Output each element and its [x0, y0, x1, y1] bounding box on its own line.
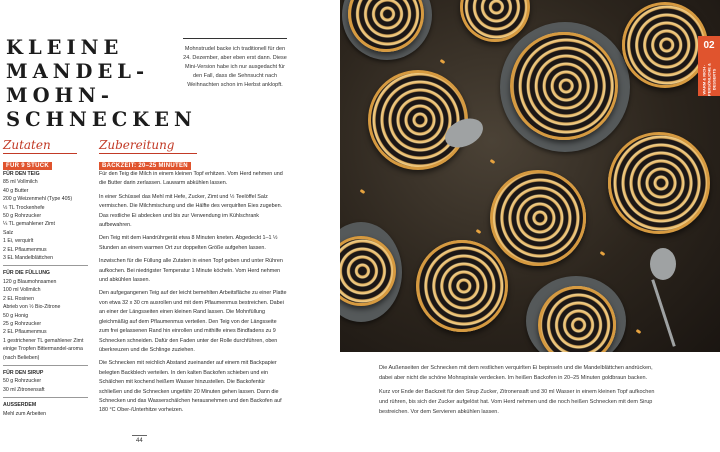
snail-bun — [416, 240, 508, 332]
ingredient-item: 30 ml Zitronensaft — [3, 386, 45, 393]
ingredient-item: 3 EL Mandelblättchen — [3, 255, 53, 262]
recipe-photo — [340, 0, 720, 352]
ingredient-item: Salz — [3, 229, 14, 236]
ingredient-item: 2 EL Rosinen — [3, 295, 34, 302]
preparation-header — [99, 138, 299, 172]
almond-flake — [360, 189, 366, 194]
snail-bun — [490, 170, 586, 266]
step-paragraph: Die Außenseiten der Schnecken mit dem restlichen verquirlten Ei bepinseln und die Mandelblättchen andrücken, dabei aber nicht die schöne Mohnspirale verdecken. Im heißen Backofen in 20–25 Minuten goldbraun backen. — [379, 365, 653, 381]
servings-badge: FÜR 9 STÜCK — [3, 162, 52, 170]
title-line: SCHNECKEN — [6, 108, 197, 131]
step-paragraph: Kurz vor Ende der Backzeit für den Sirup Zucker, Zitronensaft und 30 ml Wasser in einem kleinen Topf aufkochen und rühren, bis sich der Zucker aufgelöst hat. Vom Herd nehmen und die noch heißen Schnecken mit dem Sirup bestreichen. Vor dem Servieren abkühlen lassen. — [379, 389, 655, 415]
almond-flake — [490, 159, 496, 164]
ingredient-item: Abrieb von ½ Bio-Zitrone — [3, 304, 61, 311]
ingredient-item: 40 g Butter — [3, 187, 29, 194]
ingredient-item: 50 g Honig — [3, 312, 29, 319]
almond-flake — [636, 329, 642, 334]
ingredients-header — [3, 138, 77, 172]
snail-bun — [368, 70, 468, 170]
ingredient-item: 2 EL Pflaumenmus — [3, 246, 47, 253]
left-page — [0, 0, 340, 452]
step-paragraph: In einer Schüssel das Mehl mit Hefe, Zucker, Zimt und ½ Teelöffel Salz vermischen. Die Milchmischung und die Hälfte des verquirlten Eies zugeben. Das restliche Ei abdecken und bis zur Verwendung im Kühlschrank aufbewahren. — [99, 193, 283, 229]
ingredient-item: 85 ml Vollmilch — [3, 179, 38, 186]
step-paragraph: Den Teig mit dem Handrührgerät etwa 8 Minuten kneten. Abgedeckt 1–1 ½ Stunden an einem warmen Ort zur doppelten Größe aufgehen lassen. — [99, 235, 278, 251]
step-paragraph: Die Schnecken mit reichlich Abstand zueinander auf einem mit Backpapier belegten Backblech verteilen. In den kalten Backofen schieben und ein Schälchen mit kochend heißem Wasser hinzustellen. Die Backofentür schließen und die Schnecken ungefähr 20 Minuten gehen lassen. Dann die Schnecken und das Wasserschälchen herausnehmen und den Backofen auf 180 °C Ober-/Unterhitze vorheizen. — [99, 360, 282, 414]
chapter-number: 02 — [703, 40, 715, 51]
ingredient-item: ¼ TL gemahlener Zimt — [3, 221, 55, 228]
snail-bun — [622, 2, 708, 88]
ingredients-list — [3, 170, 88, 418]
ingredients-heading: Zutaten — [3, 138, 77, 154]
divider — [3, 397, 88, 398]
step-paragraph: Den aufgegangenen Teig auf der leicht bemehlten Arbeitsfläche zu einer Platte von etwa 32 x 30 cm ausrollen und mit dem Pflaumenmus bestreichen. Dabei an einer der Längsseiten einen kleinen Rand lassen. Die Mohnfüllung gleichmäßig auf dem Pflaumenmus verteilen. Den Teig von der Längsseite zum frei gelassenen Rand hin einrollen und mithilfe eines Bindfadens zu 9 Schnecken schneiden. Dafür den Faden unter der Rolle durchführen, oben überkreuzen und die Schlinge zuziehen. — [99, 290, 287, 353]
ingredient-item: 1 gestrichener TL gemahlener Zimt — [3, 337, 84, 344]
spoon — [650, 248, 676, 280]
ingredient-item: 120 g Blaumohnsamen — [3, 278, 57, 285]
ingredient-item: 100 ml Vollmilch — [3, 287, 41, 294]
ingredient-item: 200 g Weizenmehl (Type 405) — [3, 196, 73, 203]
snail-bun — [460, 0, 530, 42]
ingredient-item: 50 g Rohrzucker — [3, 213, 42, 220]
chapter-tab — [698, 36, 720, 96]
almond-flake — [440, 59, 446, 64]
spoon-handle — [651, 279, 675, 347]
preparation-steps — [99, 170, 287, 420]
step-paragraph: Für den Teig die Milch in einem kleinen Topf erhitzen. Vom Herd nehmen und die Butter darin zerlassen. Lauwarm abkühlen lassen. — [99, 171, 283, 187]
title-line: MOHN- — [6, 84, 114, 107]
ingredient-item: ½ TL Trockenhefe — [3, 204, 45, 211]
ingredient-item: Mehl zum Arbeiten — [3, 410, 46, 417]
ingredient-item: 50 g Rohrzucker — [3, 378, 42, 385]
ingredient-item: 25 g Rohrzucker — [3, 320, 42, 327]
title-line: MANDEL- — [6, 60, 150, 83]
ingredient-group-title: FÜR DIE FÜLLUNG — [3, 270, 50, 277]
intro-text: Mohnstrudel backe ich traditionell für den 24. Dezember, aber eben erst dann. Diese Mini-Version habe ich nur ausgedacht für den Fall, dass die Sehnsucht nach Weihnachten schon im Herbst anklopft. — [183, 38, 287, 90]
snail-bun — [608, 132, 710, 234]
almond-flake — [476, 229, 482, 234]
ingredient-group-title: AUSSERDEM — [3, 402, 37, 409]
chapter-label: WARM & RICH · PERSÖNLICHE & DESSERTS — [701, 63, 717, 96]
page-number: 44 — [136, 438, 143, 444]
preparation-heading: Zubereitung — [99, 138, 197, 154]
divider — [3, 265, 88, 266]
ingredient-item: 1 Ei, verquirlt — [3, 238, 34, 245]
ingredient-group-title: FÜR DEN SIRUP — [3, 369, 44, 376]
almond-flake — [600, 251, 606, 256]
title-line: KLEINE — [6, 36, 124, 59]
divider — [3, 365, 88, 366]
continuation-text — [379, 364, 665, 423]
ingredient-item: 2 EL Pflaumenmus — [3, 329, 47, 336]
snail-bun — [510, 32, 618, 140]
ingredient-group-title: FÜR DEN TEIG — [3, 171, 40, 177]
step-paragraph: Inzwischen für die Füllung alle Zutaten in einen Topf geben und unter Rühren aufkochen. Bei niedrigster Temperatur 1 Minute köcheln. Vom Herd nehmen und abkühlen lassen. — [99, 258, 283, 284]
baking-time-badge: BACKZEIT: 20–25 MINUTEN — [99, 162, 191, 170]
recipe-title — [6, 36, 196, 132]
ingredient-item: einige Tropfen Bittermandel-aroma (nach Belieben) — [3, 346, 83, 361]
